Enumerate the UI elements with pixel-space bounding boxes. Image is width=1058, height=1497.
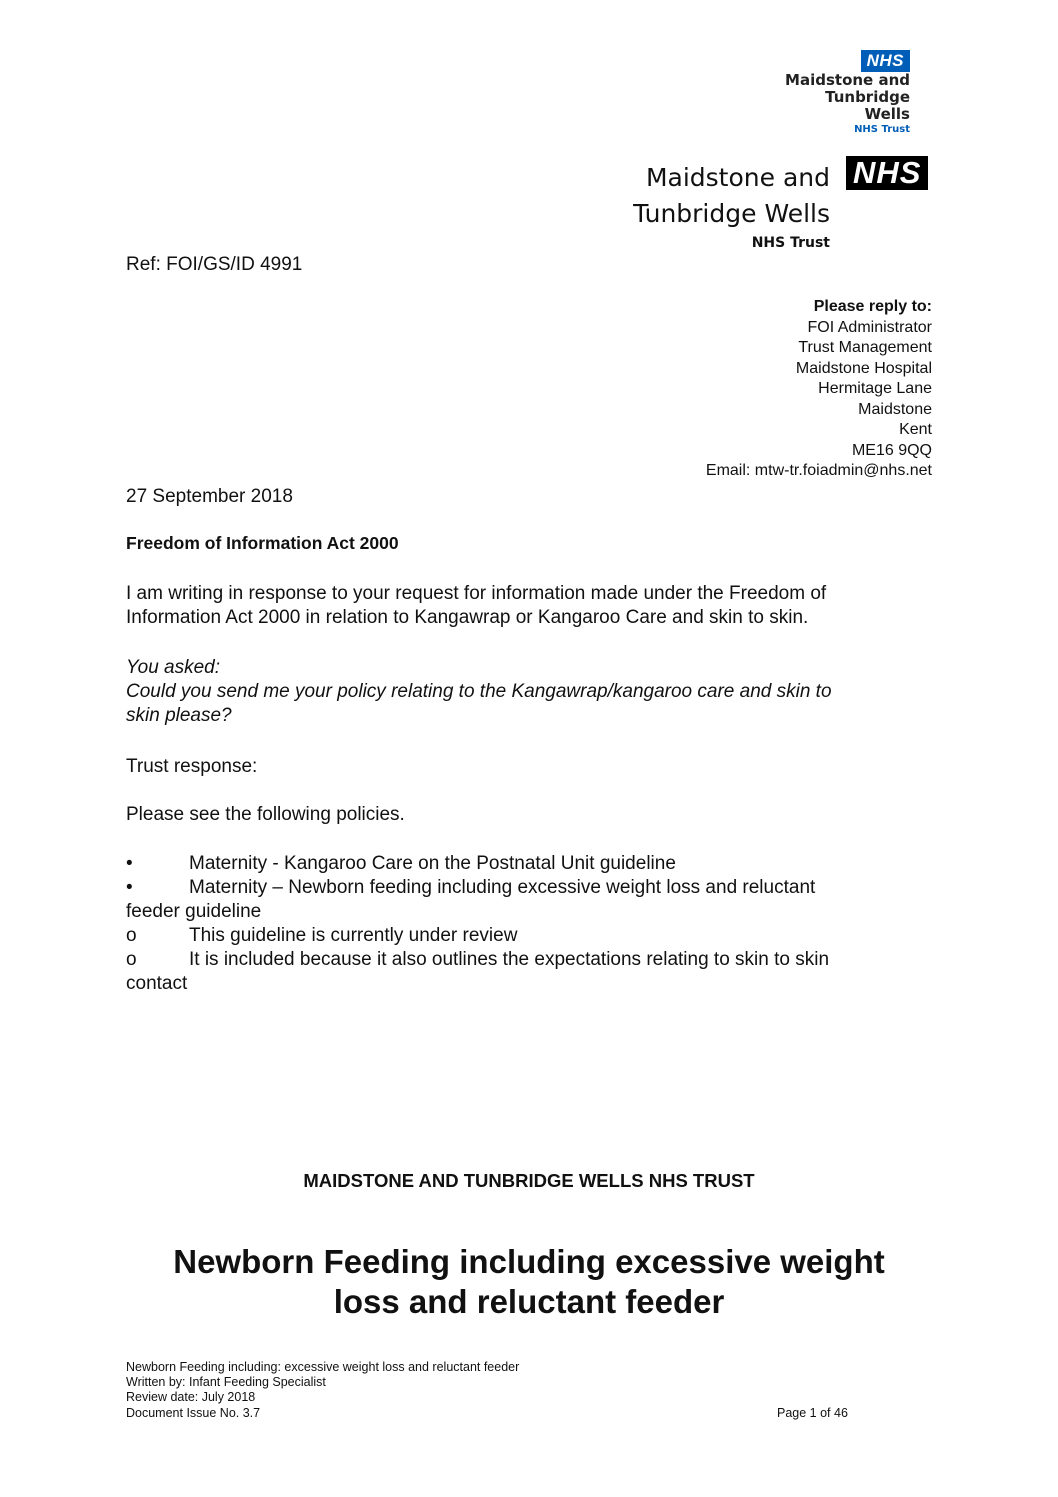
- page-number: Page 1 of 46: [777, 1406, 848, 1420]
- footer-line: Document Issue No. 3.7: [126, 1405, 261, 1420]
- policy-list: [126, 852, 936, 996]
- logo-large-line3: NHS Trust: [751, 235, 830, 251]
- intro-line: I am writing in response to your request for information made under the Freedom of: [126, 583, 827, 604]
- logo-large-line2: Tunbridge Wells: [633, 199, 830, 228]
- document-title: [0, 1242, 1058, 1322]
- title-line: Newborn Feeding including excessive weight: [173, 1243, 885, 1280]
- address-line: Maidstone Hospital: [795, 359, 932, 377]
- trust-response-label: Trust response:: [126, 756, 258, 777]
- letter-date: 27 September 2018: [126, 486, 293, 507]
- list-continuation: contact: [126, 973, 188, 994]
- nhs-badge-small: NHS: [861, 50, 910, 72]
- address-line: Kent: [899, 421, 932, 438]
- asked-line: skin please?: [126, 705, 232, 726]
- list-marker: •: [126, 877, 133, 898]
- list-item: [126, 948, 936, 972]
- address-line: FOI Administrator: [807, 318, 932, 336]
- reply-to-address: [706, 297, 932, 482]
- intro-line: Information Act 2000 in relation to Kangawrap or Kangaroo Care and skin to skin.: [126, 607, 809, 628]
- logo-large-line1: Maidstone and: [645, 163, 830, 192]
- request-quote: [126, 656, 936, 728]
- email-line: Email: mtw-tr.foiadmin@nhs.net: [705, 462, 932, 479]
- list-text: This guideline is currently under review: [189, 925, 518, 946]
- intro-paragraph: [126, 582, 936, 630]
- list-item: [126, 852, 936, 876]
- footer-line: Written by: Infant Feeding Specialist: [126, 1375, 326, 1390]
- list-text: Maternity – Newborn feeding including excessive weight loss and reluctant: [189, 877, 816, 898]
- list-item: [126, 924, 936, 948]
- logo-small-line1: Maidstone and: [785, 71, 910, 89]
- list-marker: o: [126, 949, 137, 970]
- logo-small-line2: Tunbridge Wells: [825, 88, 910, 123]
- list-continuation: feeder guideline: [126, 901, 262, 922]
- title-line: loss and reluctant feeder: [333, 1283, 725, 1320]
- address-line: Maidstone: [858, 400, 932, 418]
- nhs-badge-large: NHS: [846, 156, 928, 190]
- footer-line: Newborn Feeding including: excessive weight loss and reluctant feeder: [126, 1360, 520, 1374]
- asked-label: You asked:: [126, 657, 221, 678]
- list-marker: o: [126, 925, 137, 946]
- address-line: Hermitage Lane: [818, 380, 932, 397]
- list-item: [126, 876, 936, 900]
- asked-line: Could you send me your policy relating to the Kangawrap/kangaroo care and skin to: [126, 681, 832, 702]
- logo-small-line3: NHS Trust: [854, 124, 910, 135]
- address-line: Trust Management: [798, 339, 932, 356]
- subject-heading: Freedom of Information Act 2000: [126, 533, 399, 553]
- reply-to-heading: Please reply to:: [813, 298, 932, 315]
- document-footer: [126, 1360, 519, 1421]
- list-text: It is included because it also outlines the expectations relating to skin to skin: [189, 949, 830, 970]
- nhs-logo-small: [775, 50, 910, 136]
- nhs-logo-large: [590, 160, 830, 254]
- see-policies-text: Please see the following policies.: [126, 804, 405, 825]
- address-line: ME16 9QQ: [851, 441, 932, 459]
- list-marker: •: [126, 853, 133, 874]
- reference: Ref: FOI/GS/ID 4991: [126, 254, 303, 275]
- footer-line: Review date: July 2018: [126, 1390, 256, 1405]
- organisation-heading: MAIDSTONE AND TUNBRIDGE WELLS NHS TRUST: [303, 1170, 755, 1191]
- list-text: Maternity - Kangaroo Care on the Postnatal Unit guideline: [189, 853, 676, 874]
